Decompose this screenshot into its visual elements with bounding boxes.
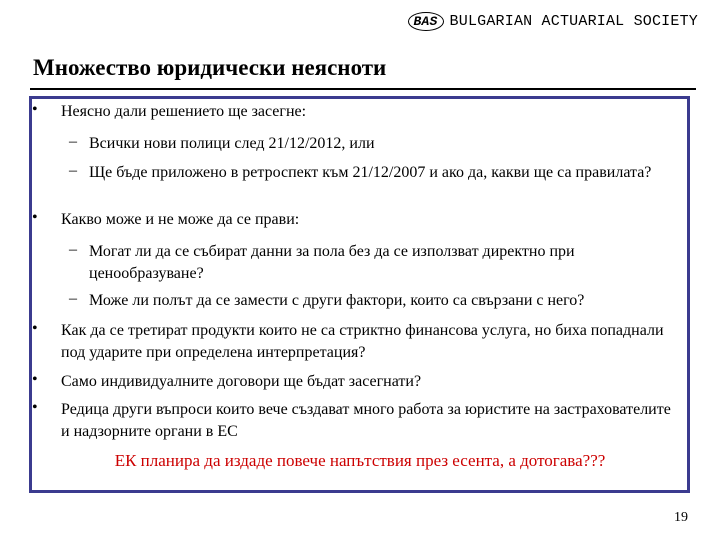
sub-item: Всички нови полици след 21/12/2012, или <box>89 135 375 152</box>
page-number: 19 <box>674 510 688 525</box>
bullet-icon: • <box>32 101 38 118</box>
header <box>408 12 698 31</box>
bullet-icon: • <box>32 371 38 388</box>
dash-icon: – <box>69 162 77 179</box>
dash-icon: – <box>69 133 77 150</box>
bullet-item: Какво може и не може да се прави: <box>61 211 300 228</box>
sub-item: Може ли полът да се замести с други фактори, които са свързани с него? <box>89 292 585 309</box>
bullet-icon: • <box>32 320 38 337</box>
dash-icon: – <box>69 290 77 307</box>
sub-item: Ще бъде приложено в ретроспект към 21/12/2007 и ако да, какви ще са правилата? <box>89 164 652 181</box>
bullet-item: Само индивидуалните договори ще бъдат засегнати? <box>61 373 422 390</box>
title-divider <box>30 88 696 90</box>
sub-item: Могат ли да се събират данни за пола без да се използват директно при ценообразуване? <box>89 243 575 282</box>
slide-title: Множество юридически неясноти <box>33 55 387 80</box>
dash-icon: – <box>69 241 77 258</box>
bullet-icon: • <box>32 209 38 226</box>
bullet-item: Как да се третират продукти които не са стриктно финансова услуга, но биха попаднали под ударите при определена интерпретация? <box>61 322 664 361</box>
bullet-item: Редица други въпроси които вече създават много работа за юристите на застрахователите и надзорните органи в ЕС <box>61 401 671 440</box>
bullet-item: Неясно дали решението ще засегне: <box>61 103 307 120</box>
highlight-note: ЕК планира да издаде повече напътствия през есента, а дотогава??? <box>114 451 606 470</box>
bas-logo: BAS <box>408 12 444 31</box>
org-name: BULGARIAN ACTUARIAL SOCIETY <box>449 13 698 30</box>
bullet-icon: • <box>32 399 38 416</box>
